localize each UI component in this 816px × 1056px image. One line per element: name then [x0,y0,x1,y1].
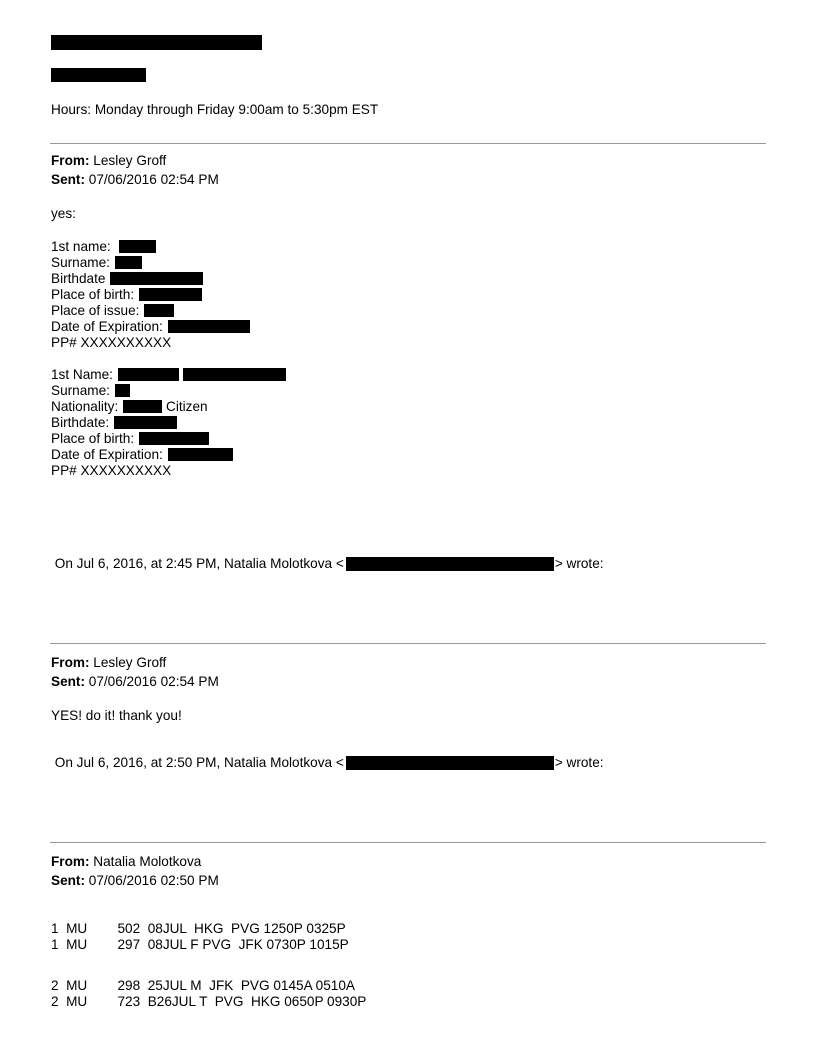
flight-line: 2 MU 298 25JUL M JFK PVG 0145A 0510A [51,978,355,993]
place-of-birth-label: Place of birth: [51,431,135,446]
sent-label: Sent: [51,172,85,187]
redaction-bar [110,272,203,285]
from-label: From: [51,655,90,670]
nationality-label: Nationality: [51,399,119,414]
surname-line [51,383,286,399]
redaction-bar [144,304,174,317]
birthdate-line [51,415,286,431]
redaction-bar [346,557,554,571]
place-of-birth-line [51,431,286,447]
redaction-bar [51,35,262,50]
from-label: From: [51,854,90,869]
quote-suffix: > wrote: [554,556,604,571]
from-line [51,653,219,672]
passport-block-1 [51,239,250,351]
first-name-label: 1st Name: [51,367,113,382]
redaction-bar [123,400,162,413]
quote-suffix: > wrote: [554,755,604,770]
from-label: From: [51,153,90,168]
birthdate-line [51,271,250,287]
redaction-bar [51,68,146,82]
redaction-bar [183,368,286,381]
surname-label: Surname: [51,383,110,398]
redaction-bar [118,368,179,381]
sent-line [51,170,219,189]
nationality-line [51,399,286,415]
place-of-issue-label: Place of issue: [51,303,140,318]
message-divider [50,143,766,144]
first-name-label: 1st name: [51,239,111,254]
redaction-bar [114,416,177,429]
surname-line [51,255,250,271]
quote-prefix: On Jul 6, 2016, at 2:50 PM, Natalia Molotkova < [51,755,344,770]
from-value: Lesley Groff [93,655,167,670]
sent-value: 07/06/2016 02:54 PM [88,172,219,187]
flight-line: 1 MU 502 08JUL HKG PVG 1250P 0325P [51,921,346,936]
from-value: Lesley Groff [93,153,167,168]
redaction-bar [115,256,142,269]
sent-label: Sent: [51,873,85,888]
birthdate-label: Birthdate: [51,415,110,430]
first-name-line [51,239,250,255]
message1-header [51,151,219,189]
redaction-bar [168,320,250,333]
redaction-bar [139,288,202,301]
place-of-issue-line [51,303,250,319]
redaction-bar [346,756,554,770]
place-of-birth-label: Place of birth: [51,287,135,302]
from-line [51,151,219,170]
redaction-bar [115,384,130,397]
expiration-line [51,319,250,335]
office-hours-line: Hours: Monday through Friday 9:00am to 5:30pm EST [51,102,379,117]
expiration-label: Date of Expiration: [51,319,163,334]
sent-label: Sent: [51,674,85,689]
expiration-label: Date of Expiration: [51,447,163,462]
flight-line: 2 MU 723 B26JUL T PVG HKG 0650P 0930P [51,994,367,1009]
sent-value: 07/06/2016 02:54 PM [88,674,219,689]
passport-number-line: PP# XXXXXXXXXX [51,335,172,350]
birthdate-label: Birthdate [51,271,106,286]
place-of-birth-line [51,287,250,303]
quote-prefix: On Jul 6, 2016, at 2:45 PM, Natalia Molotkova < [51,556,344,571]
flight-itinerary-group-1 [51,921,349,953]
first-name-line [51,367,286,383]
flight-itinerary-group-2 [51,978,366,1010]
expiration-line [51,447,286,463]
sent-line [51,871,219,890]
message-divider [50,643,766,644]
quoted-message-attribution [51,555,604,572]
surname-label: Surname: [51,255,110,270]
from-value: Natalia Molotkova [93,854,202,869]
message2-body: YES! do it! thank you! [51,708,182,723]
nationality-suffix: Citizen [166,399,208,414]
message-divider [50,842,766,843]
redaction-bar [168,448,233,461]
message1-body: yes: [51,206,76,221]
redaction-bar [139,432,209,445]
from-line [51,852,219,871]
redaction-bar [119,240,156,253]
passport-block-2 [51,367,286,479]
sent-line [51,672,219,691]
flight-line: 1 MU 297 08JUL F PVG JFK 0730P 1015P [51,937,349,952]
message2-header [51,653,219,691]
passport-number-line: PP# XXXXXXXXXX [51,463,172,478]
message3-header [51,852,219,890]
sent-value: 07/06/2016 02:50 PM [88,873,219,888]
quoted-message-attribution [51,754,604,771]
